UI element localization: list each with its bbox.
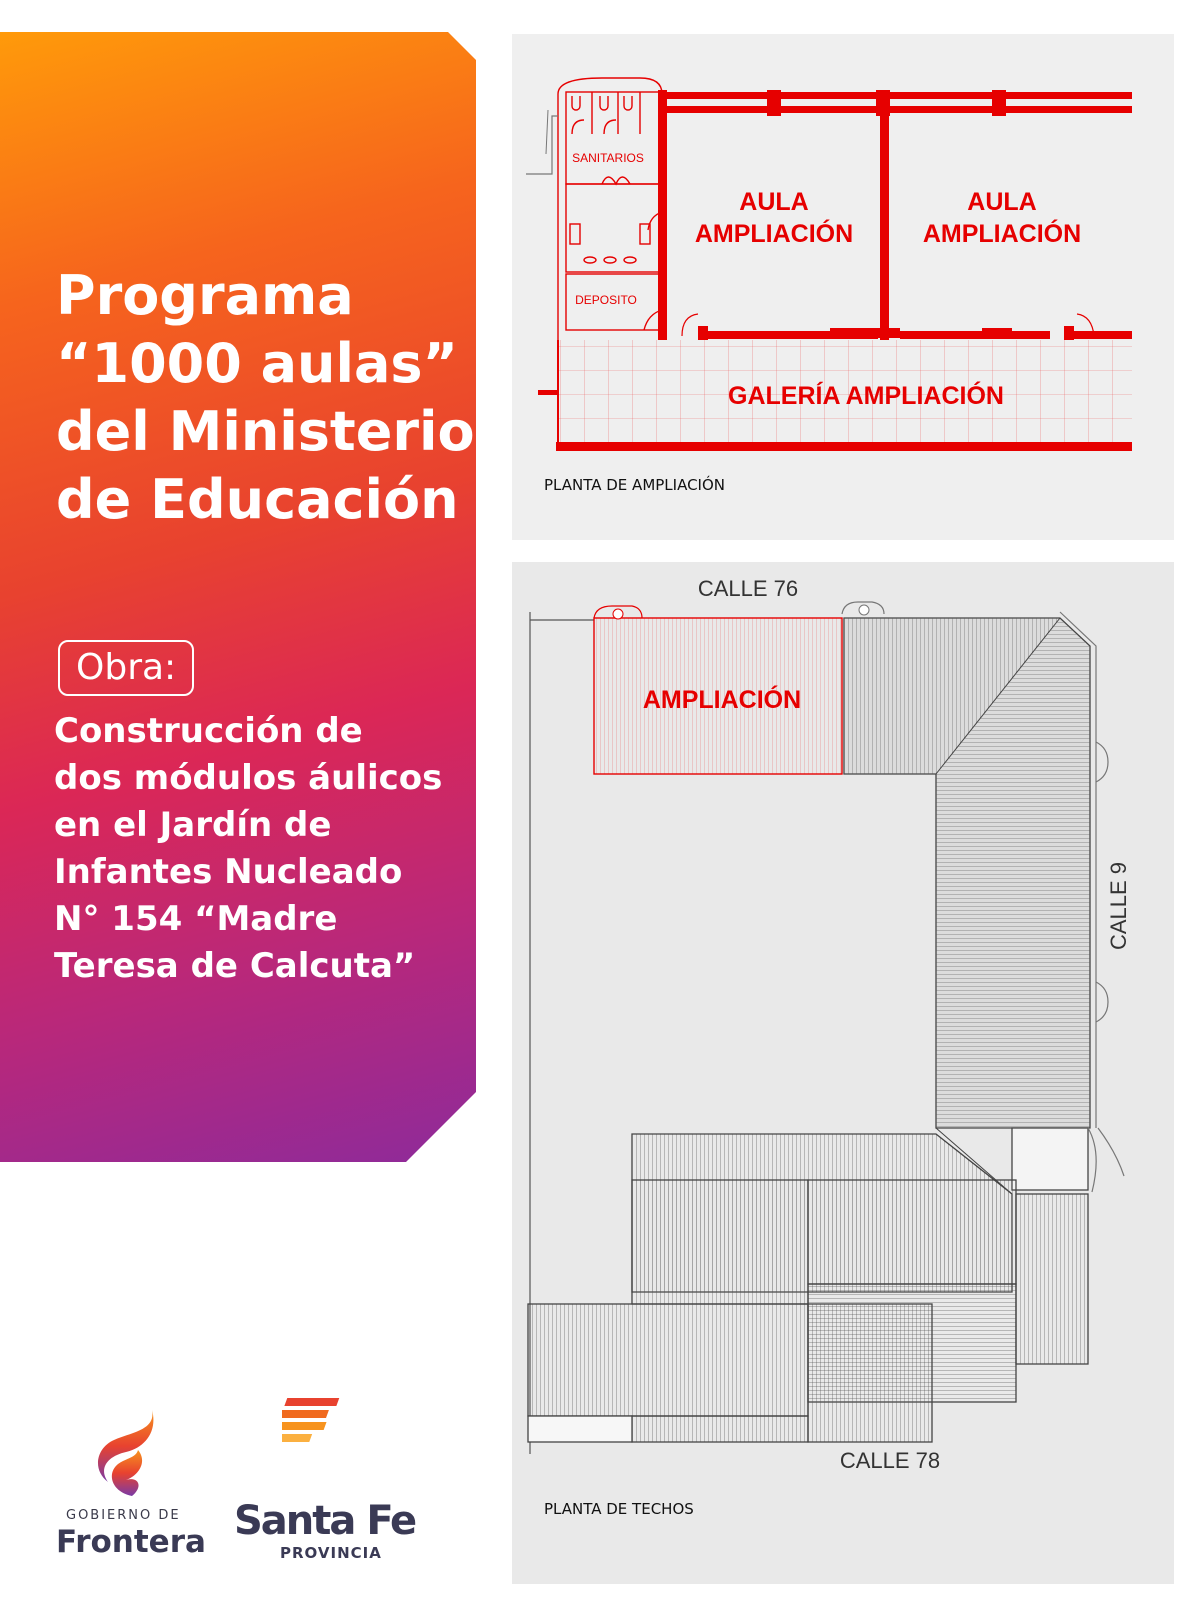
title-line: Programa: [56, 264, 354, 327]
street-label-right: CALLE 9: [1106, 861, 1131, 951]
label-ampliacion-techo: AMPLIACIÓN: [642, 686, 802, 714]
gobierno-frontera-logo-icon: [92, 1410, 162, 1500]
description-line: Construcción de: [54, 711, 363, 751]
middle-wall: [880, 90, 889, 340]
roof-plan: [512, 562, 1174, 1584]
label-deposito: DEPOSITO: [575, 293, 637, 307]
title-line: de Educación: [56, 468, 459, 531]
label-sanitarios: SANITARIOS: [572, 151, 644, 165]
label-aula-1: AULA: [739, 188, 809, 216]
title-line: “1000 aulas”: [56, 332, 459, 395]
roof-existing-southwest: [528, 1304, 808, 1416]
caption-planta-ampliacion: PLANTA DE AMPLIACIÓN: [544, 476, 726, 494]
street-label-top: CALLE 76: [697, 576, 799, 601]
label-ampliacion-1: AMPLIACIÓN: [694, 220, 854, 248]
description-line: en el Jardín de: [54, 805, 332, 845]
description-line: Infantes Nucleado: [54, 852, 403, 892]
santa-fe-small-text: PROVINCIA: [280, 1544, 382, 1562]
title-panel: [0, 32, 476, 1162]
roof-plan-svg: [512, 562, 1174, 1584]
obra-badge: Obra:: [58, 640, 194, 696]
gallery-edge: [556, 442, 1132, 451]
work-description: [54, 708, 474, 990]
label-ampliacion-2: AMPLIACIÓN: [922, 220, 1082, 248]
street-label-bottom: CALLE 78: [839, 1448, 941, 1473]
santa-fe-big-text: Santa Fe: [234, 1498, 416, 1544]
gobierno-small-text: GOBIERNO DE: [66, 1508, 181, 1523]
gobierno-big-text: Frontera: [56, 1524, 206, 1560]
santa-fe-logo-icon: [282, 1396, 346, 1446]
description-line: dos módulos áulicos: [54, 758, 443, 798]
footer-logos: [56, 1410, 436, 1560]
title-line: del Ministerio: [56, 400, 475, 463]
floor-plan-ampliacion: [512, 34, 1174, 540]
top-wall: [662, 92, 1132, 99]
description-line: N° 154 “Madre: [54, 899, 338, 939]
label-aula-2: AULA: [967, 188, 1037, 216]
page-title: [56, 262, 476, 534]
description-line: Teresa de Calcuta”: [54, 946, 416, 986]
floor-plan-svg: [512, 34, 1174, 540]
label-galeria: GALERÍA AMPLIACIÓN: [728, 382, 1004, 410]
roof-existing-southeast: [1016, 1194, 1088, 1364]
caption-planta-techos: PLANTA DE TECHOS: [544, 1500, 694, 1518]
